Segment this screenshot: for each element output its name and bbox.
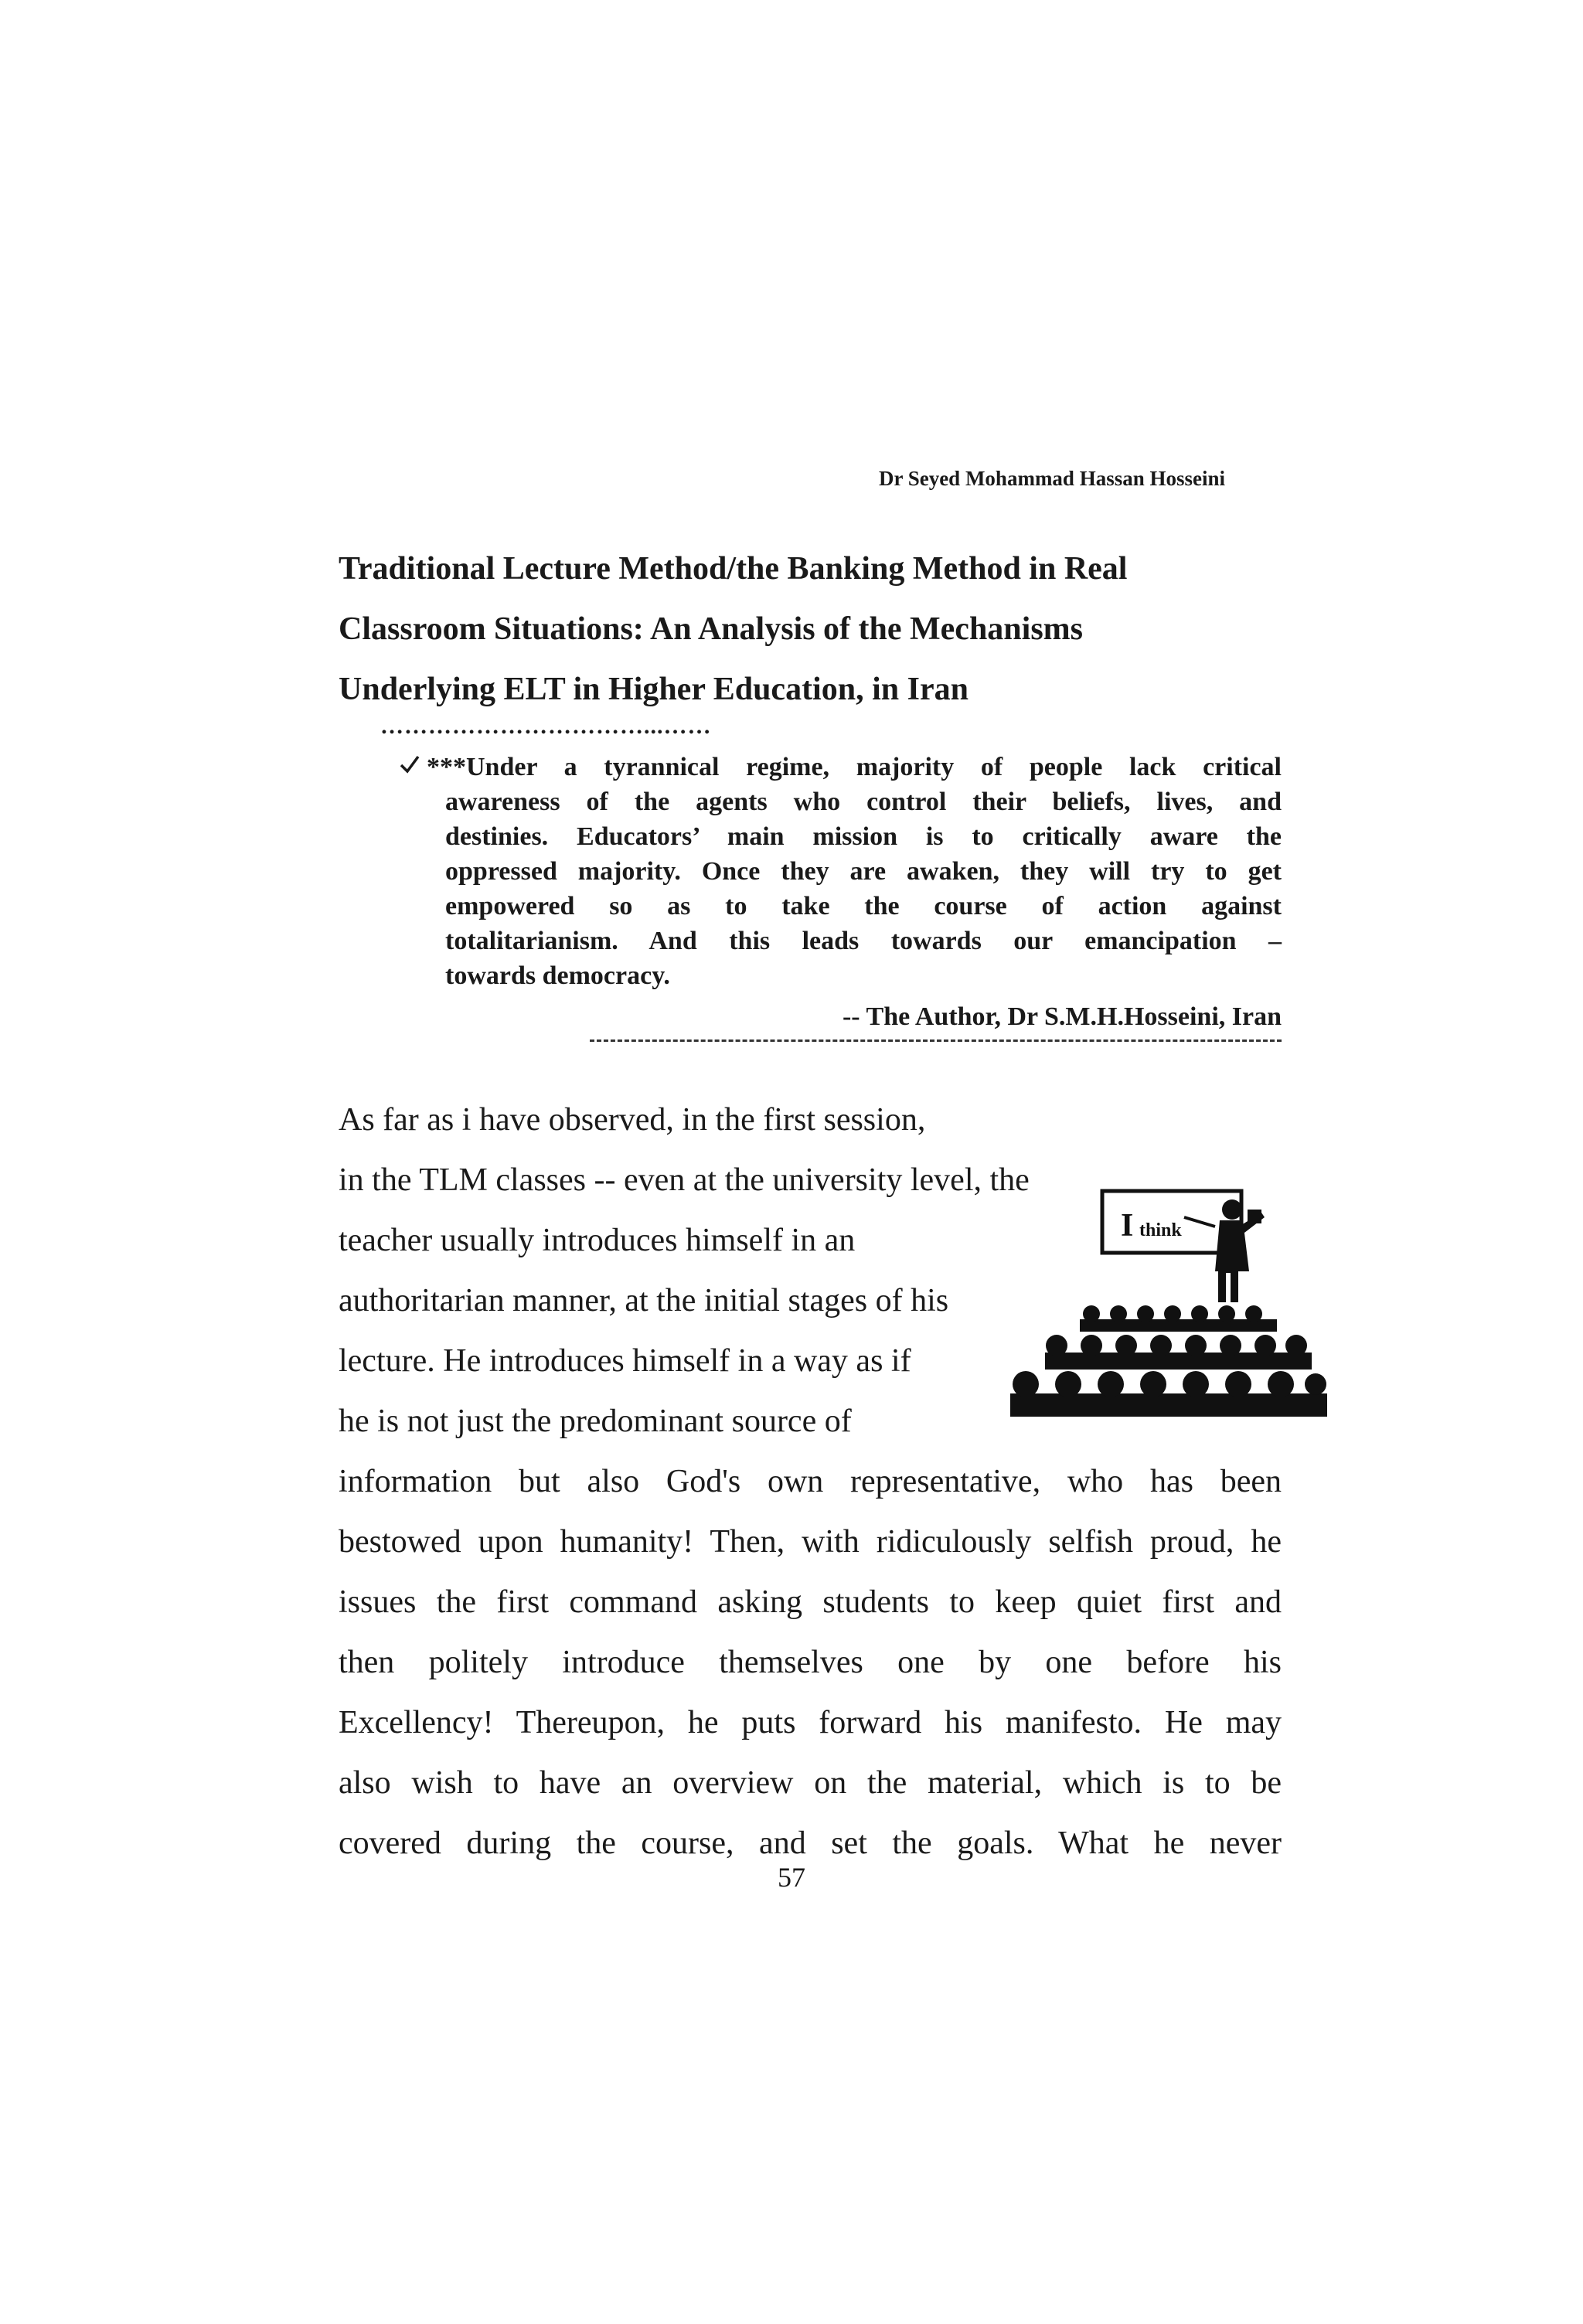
- body-line: also wish to have an overview on the material, which is to be: [339, 1765, 1282, 1801]
- body-line: issues the first command asking students to keep quiet first and: [339, 1584, 1282, 1620]
- dashed-divider: [590, 1040, 1282, 1042]
- body-line: then politely introduce themselves one by one before his: [339, 1645, 1282, 1680]
- title-line: Classroom Situations: An Analysis of the Mechanisms: [339, 611, 1084, 647]
- article-title: [339, 539, 1266, 720]
- running-header-author: Dr Seyed Mohammad Hassan Hosseini: [878, 467, 1225, 490]
- board-text-small: think: [1139, 1220, 1182, 1240]
- title-line: Underlying ELT in Higher Education, in Iran: [339, 672, 969, 707]
- lecture-illustration: [1006, 1186, 1327, 1426]
- quote-line: destinies. Educators’ main mission is to critically aware the: [445, 822, 1282, 851]
- quote-line: awareness of the agents who control their beliefs, lives, and: [445, 788, 1282, 816]
- body-line: teacher usually introduces himself in an: [339, 1223, 856, 1258]
- body-line: he is not just the predominant source of: [339, 1404, 852, 1439]
- body-line: As far as i have observed, in the first session,: [339, 1102, 926, 1138]
- body-line: lecture. He introduces himself in a way as if: [339, 1343, 911, 1379]
- check-icon: [399, 750, 427, 784]
- dotted-separator: ……………………………...……: [380, 713, 712, 739]
- quote-line: towards democracy.: [445, 961, 670, 990]
- body-line: authoritarian manner, at the initial stages of his: [339, 1283, 949, 1319]
- audience-silhouettes: [1010, 1305, 1327, 1417]
- epigraph-quote: [399, 750, 1282, 993]
- quote-attribution: -- The Author, Dr S.M.H.Hosseini, Iran: [842, 1002, 1282, 1031]
- body-line: in the TLM classes -- even at the university level, the: [339, 1162, 1030, 1198]
- quote-line: oppressed majority. Once they are awaken, they will try to get: [445, 857, 1282, 886]
- title-line: Traditional Lecture Method/the Banking Method in Real: [339, 551, 1128, 587]
- body-line: bestowed upon humanity! Then, with ridiculously selfish proud, he: [339, 1524, 1282, 1560]
- body-paragraph-full: [339, 1451, 1282, 1873]
- quote-line: empowered so as to take the course of action against: [445, 892, 1282, 920]
- quote-line: totalitarianism. And this leads towards our emancipation –: [445, 927, 1282, 955]
- body-line: Excellency! Thereupon, he puts forward his manifesto. He may: [339, 1705, 1282, 1740]
- body-line: information but also God's own representative, who has been: [339, 1464, 1282, 1499]
- quote-line: ***Under a tyrannical regime, majority of people lack critical: [399, 750, 1282, 784]
- body-line: covered during the course, and set the goals. What he never: [339, 1826, 1282, 1861]
- page-number: 57: [778, 1862, 805, 1893]
- board-text-big: I: [1121, 1208, 1134, 1244]
